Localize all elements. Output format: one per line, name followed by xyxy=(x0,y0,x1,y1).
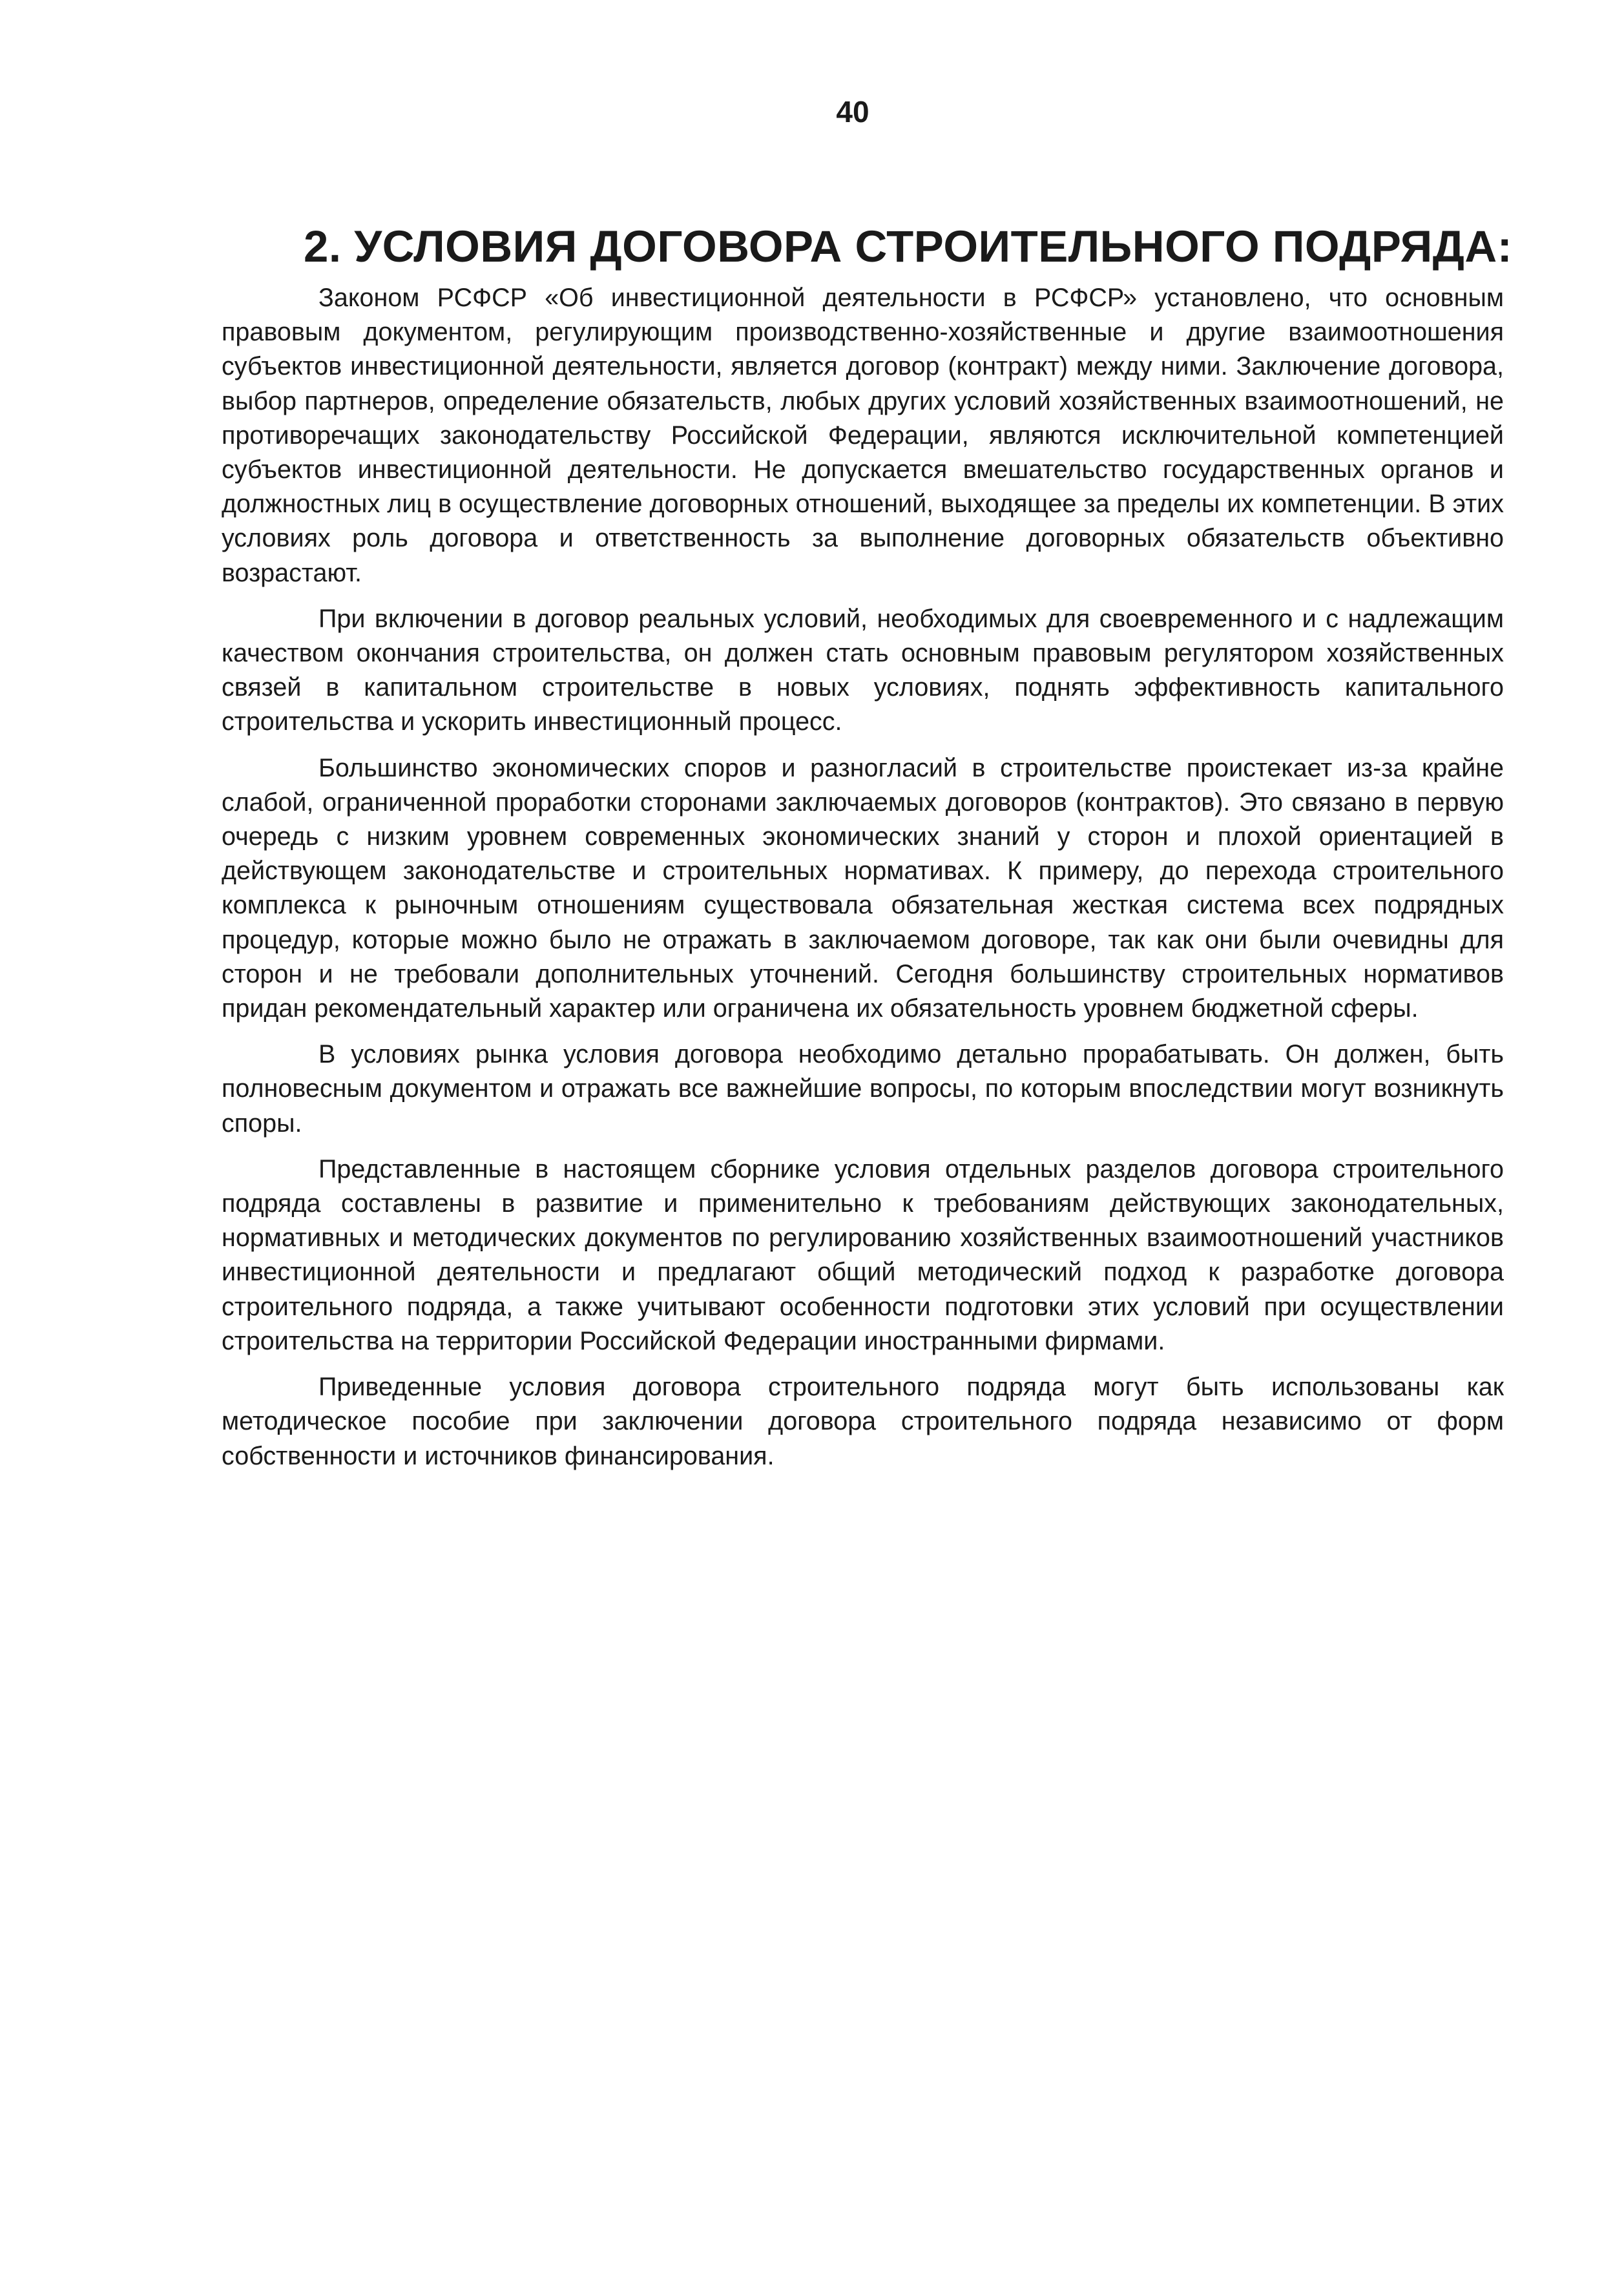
paragraph-2: При включении в договор реальных условий, необходимых для своевременного и с надлежащим качеством окончания строительства, он должен стать основным правовым регулятором хозяйственных связей в капитальном строительстве в новых условиях, поднять эффективность капитального строительства и ускорить инвестиционный процесс. xyxy=(222,604,1504,736)
page-title: 2. УСЛОВИЯ ДОГОВОРА СТРОИТЕЛЬНОГО ПОДРЯДА: xyxy=(304,222,1513,272)
paragraph-3: Большинство экономических споров и разногласий в строительстве проистекает из-за крайне слабой, ограниченной проработки сторонами заключаемых договоров (контрактов). Это связано в первую очередь с низким уровнем современных экономических знаний у сторон и плохой ориентацией в действующем законодательстве и строительных нормативах. К примеру, до перехода строительного комплекса к рыночным отношениям существовала обязательная жесткая система всех подрядных процедур, которые можно было не отражать в заключаемом договоре, так как они были очевидны для сторон и не требовали дополнительных уточнений. Сегодня большинству строительных нормативов придан рекомендательный характер или ограничена их обязательность уровнем бюджетной сферы. xyxy=(222,753,1504,1023)
paragraph-4: В условиях рынка условия договора необходимо детально прорабатывать. Он должен, быть полновесным документом и отражать все важнейшие вопросы, по которым впоследствии могут возникнуть споры. xyxy=(222,1040,1504,1138)
paragraph-5: Представленные в настоящем сборнике условия отдельных разделов договора строительного подряда составлены в развитие и применительно к требованиям действующих законодательных, нормативных и методических документов по регулированию хозяйственных взаимоотношений участников инвестиционной деятельности и предлагают общий методический подход к разработке договора строительного подряда, а также учитывают особенности подготовки этих условий при осуществлении строительства на территории Российской Федерации иностранными фирмами. xyxy=(222,1154,1504,1355)
paragraph-6: Приведенные условия договора строительного подряда могут быть использованы как методическое пособие при заключении договора строительного подряда независимо от форм собственности и источников финансирования. xyxy=(222,1373,1504,1470)
paragraph-1: Законом РСФСР «Об инвестиционной деятельности в РСФСР» установлено, что основным правовым документом, регулирующим производственно-хозяйственные и другие взаимоотношения субъектов инвестиционной деятельности, является договор (контракт) между ними. Заключение договора, выбор партнеров, определение обязательств, любых других условий хозяйственных взаимоотношений, не противоречащих законодательству Российской Федерации, являются исключительной компетенцией субъектов инвестиционной деятельности. Не допускается вмешательство государственных органов и должностных лиц в осуществление договорных отношений, выходящее за пределы их компетенции. В этих условиях роль договора и ответственность за выполнение договорных обязательств объективно возрастают. xyxy=(222,284,1504,587)
body-text xyxy=(222,281,1504,1485)
page-number: 40 xyxy=(836,95,869,129)
